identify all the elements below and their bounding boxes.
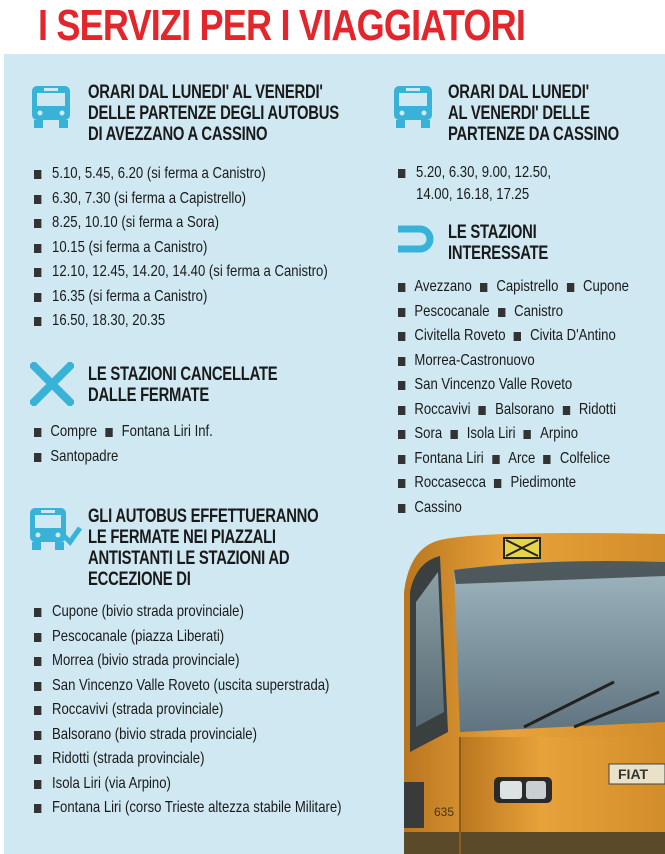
cross-icon (30, 362, 74, 406)
section-stations-title: LE STAZIONI INTERESSATE (448, 222, 549, 264)
list-item: Fontana Liri (398, 447, 484, 472)
stations-row (398, 471, 637, 496)
stations-row (398, 373, 637, 398)
cancelled-row (34, 445, 221, 470)
list-item: Avezzano (398, 275, 472, 300)
list-item: Roccavivi (strada provinciale) (34, 698, 342, 723)
list-item: 10.15 (si ferma a Canistro) (34, 236, 328, 261)
list-item: Capistrello (480, 275, 558, 300)
stations-row (398, 324, 637, 349)
stations-list (398, 275, 665, 520)
list-item: Isola Liri (450, 422, 515, 447)
stations-row (398, 398, 637, 423)
cancelled-stations (34, 420, 262, 469)
stations-row (398, 447, 637, 472)
bus-icon (30, 84, 72, 130)
stations-row (398, 349, 637, 374)
squares-exceptions-list (34, 600, 409, 821)
list-item: Isola Liri (via Arpino) (34, 772, 342, 797)
list-item: 6.30, 7.30 (si ferma a Capistrello) (34, 187, 328, 212)
list-item: Santopadre (34, 445, 118, 470)
list-item: Civita D'Antino (514, 324, 616, 349)
stations-row (398, 300, 637, 325)
headline-bar (0, 0, 665, 50)
list-item: Arpino (524, 422, 578, 447)
list-item: San Vincenzo Valle Roveto (uscita superstrada) (34, 674, 342, 699)
list-item: Roccavivi (398, 398, 471, 423)
cassino-departure-times (398, 162, 551, 206)
list-item: Sora (398, 422, 442, 447)
bus-number: 635 (434, 805, 455, 819)
stations-row (398, 422, 637, 447)
page-title: I SERVIZI PER I VIAGGIATORI (38, 1, 526, 50)
list-item: 12.10, 12.45, 14.20, 14.40 (si ferma a Canistro) (34, 260, 328, 285)
list-item: Pescocanale (398, 300, 490, 325)
section-cassino-title: ORARI DAL LUNEDI' AL VENERDI' DELLE PARTENZE DA CASSINO (448, 82, 619, 145)
bus-photo (404, 532, 665, 854)
list-item: Fontana Liri (corso Trieste altezza stabile Militare) (34, 796, 342, 821)
section-squares-title: GLI AUTOBUS EFFETTUERANNO LE FERMATE NEI PIAZZALI ANTISTANTI LE STAZIONI AD ECCEZIONE DI (88, 506, 319, 590)
list-item: 16.50, 18.30, 20.35 (34, 309, 328, 334)
list-item: Cupone (567, 275, 629, 300)
list-item: Fontana Liri Inf. (105, 420, 213, 445)
list-item: Cupone (bivio strada provinciale) (34, 600, 342, 625)
bus-icon (392, 84, 434, 130)
list-item: Piedimonte (494, 471, 576, 496)
list-item: Balsorano (479, 398, 554, 423)
avezzano-departures-list (34, 162, 392, 334)
list-item: Pescocanale (piazza Liberati) (34, 625, 342, 650)
bus-check-icon (28, 506, 82, 552)
stations-row (398, 496, 637, 521)
cancelled-row (34, 420, 221, 445)
list-item: Civitella Roveto (398, 324, 506, 349)
list-item: Balsorano (bivio strada provinciale) (34, 723, 342, 748)
list-item: San Vincenzo Valle Roveto (398, 373, 572, 398)
list-item: Colfelice (543, 447, 610, 472)
list-item: Roccasecca (398, 471, 486, 496)
list-item: 5.10, 5.45, 6.20 (si ferma a Canistro) (34, 162, 328, 187)
section-avezzano-title: ORARI DAL LUNEDI' AL VENERDI' DELLE PARTENZE DEGLI AUTOBUS DI AVEZZANO A CASSINO (88, 82, 339, 145)
list-item: Morrea-Castronuovo (398, 349, 535, 374)
section-cancelled-title: LE STAZIONI CANCELLATE DALLE FERMATE (88, 364, 278, 406)
times-line: 14.00, 16.18, 17.25 (416, 186, 530, 203)
list-item: Ridotti (strada provinciale) (34, 747, 342, 772)
list-item: Ridotti (562, 398, 616, 423)
stations-row (398, 275, 637, 300)
times-line: 5.20, 6.30, 9.00, 12.50, (416, 164, 551, 181)
list-item: Arce (492, 447, 535, 472)
list-item: Cassino (398, 496, 462, 521)
list-item: Morrea (bivio strada provinciale) (34, 649, 342, 674)
bus-sign-text: FIAT (618, 766, 649, 782)
list-item: 16.35 (si ferma a Canistro) (34, 285, 328, 310)
list-item: Canistro (498, 300, 563, 325)
list-item: 8.25, 10.10 (si ferma a Sora) (34, 211, 328, 236)
arrow-return-icon (396, 222, 436, 256)
list-item: Compre (34, 420, 97, 445)
